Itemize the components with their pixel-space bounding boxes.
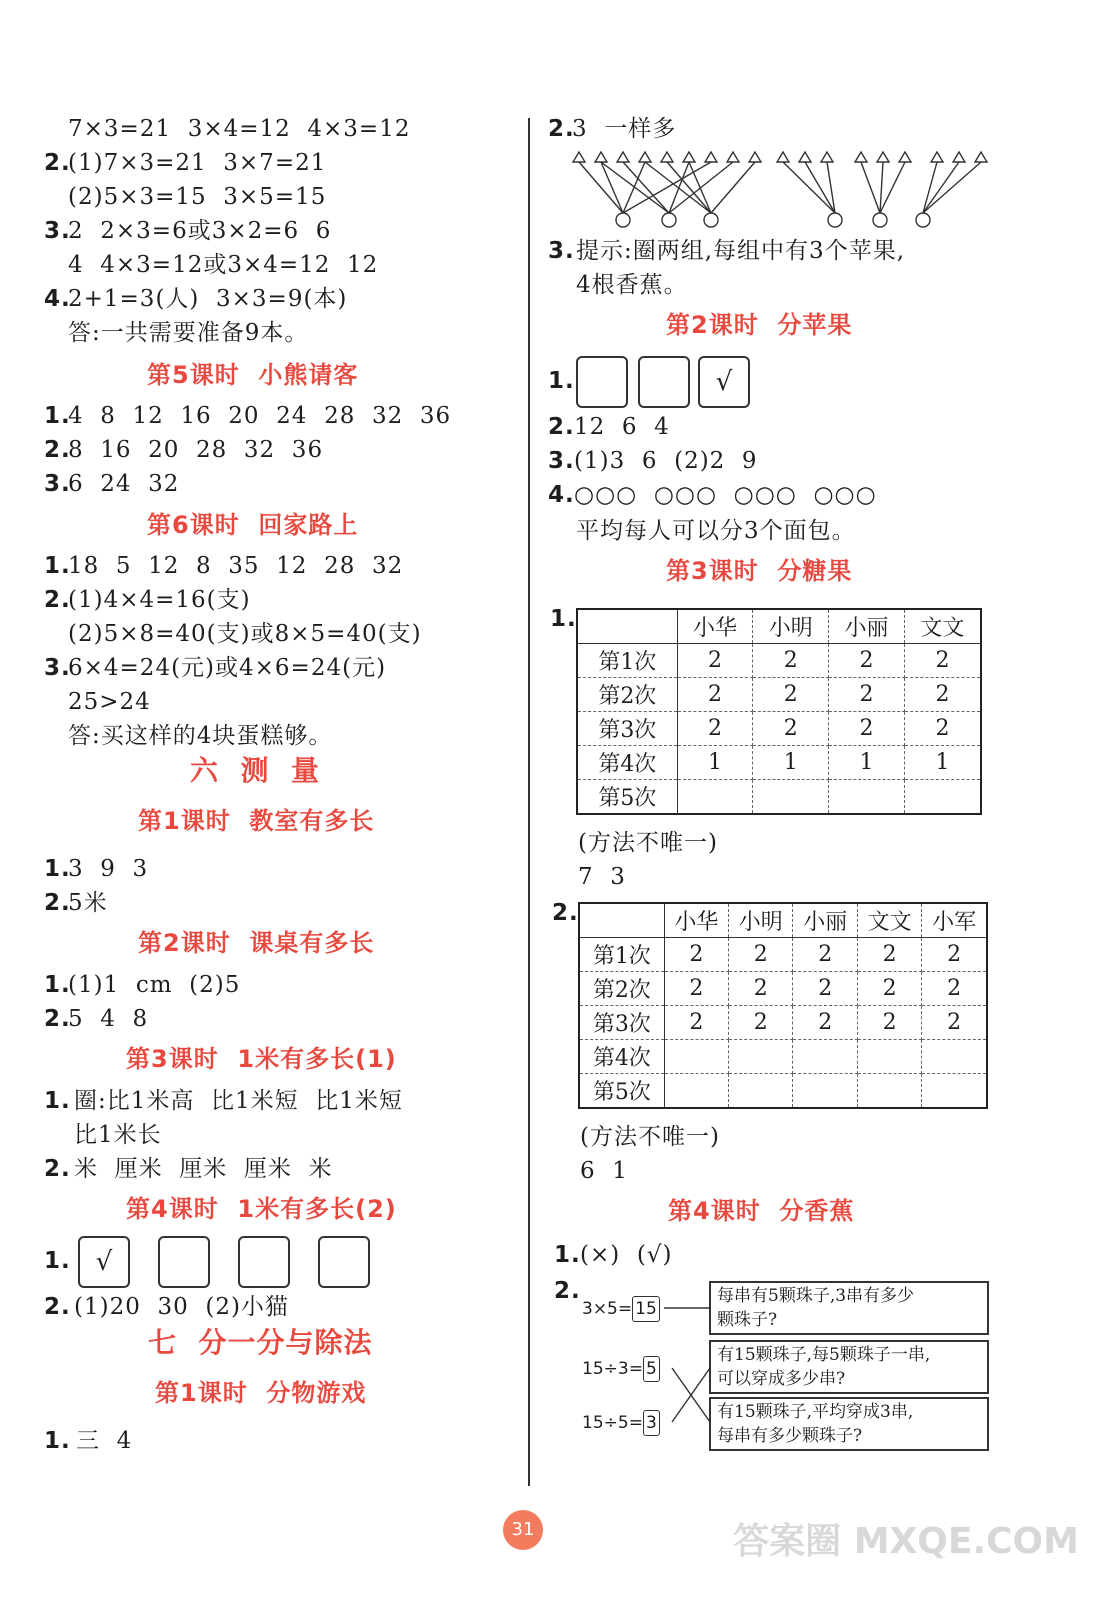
answer-line: 25>24 [68,689,151,715]
question-number: 1. [44,1248,71,1274]
answer-line: 7×3=21 3×4=12 4×3=12 [68,116,411,142]
question-number: 2. [44,1156,71,1182]
question-number: 3. [548,448,575,474]
table-cell: 第2次 [577,678,677,712]
answer-line: 5米 [68,890,108,916]
table-cell: 2 [857,1006,921,1040]
column-divider [528,118,530,1486]
answer-line: 5 4 8 [68,1006,149,1032]
table-cell: 2 [793,938,857,972]
answer-line: (1)7×3=21 3×7=21 [68,150,327,176]
table-cell: 第1次 [579,938,664,972]
equation: 15÷5= 3 [582,1410,660,1436]
answer-line: 4 8 12 16 20 24 28 32 36 [68,403,452,429]
table-cell: 2 [922,972,987,1006]
table-header-cell: 小华 [677,609,753,644]
unit-heading: 七 分一分与除法 [148,1326,373,1359]
equation: 3×5= 15 [582,1296,660,1322]
answer-line: (2)5×3=15 3×5=15 [68,184,327,210]
table-cell: 1 [677,746,753,780]
table-cell: 2 [729,938,793,972]
table-header-cell: 文文 [904,609,981,644]
question-number: 1. [44,553,71,579]
table-cell [729,1074,793,1109]
table-cell: 2 [793,1006,857,1040]
table-cell: 1 [753,746,829,780]
table-cell: 2 [922,938,987,972]
lesson-heading: 第2课时 课桌有多长 [138,929,375,957]
table-header-cell [577,609,677,644]
answer-box [238,1236,290,1288]
table-row [577,746,981,780]
table-cell [829,780,905,815]
answer-line: 圈:比1米高 比1米短 比1米短 [74,1088,403,1114]
answer-box: √ [698,356,750,408]
answer-line: (1)20 30 (2)小猫 [74,1294,289,1320]
table-cell: 2 [729,972,793,1006]
table-cell: 第3次 [579,1006,664,1040]
lesson-heading: 第6课时 回家路上 [147,511,359,539]
question-number: 1. [554,1242,581,1268]
table-row [579,972,987,1006]
answer-line: 3 一样多 [572,116,677,142]
question-number: 2. [44,437,71,463]
question-number: 2. [548,116,575,142]
table-row [579,1074,987,1109]
lesson-heading: 第5课时 小熊请客 [147,361,359,389]
question-number: 1. [44,403,71,429]
lesson-heading: 第2课时 分苹果 [666,311,853,339]
table-cell: 2 [677,644,753,678]
question-number: 1. [550,606,577,632]
table-cell [753,780,829,815]
watermark-logo: 答案圈 MXQE.COM [733,1521,1079,1562]
table-cell: 2 [904,678,981,712]
table-row [577,644,981,678]
table-cell: 2 [677,678,753,712]
equation: 15÷3= 5 [582,1356,660,1382]
answer-line: (2)5×8=40(支)或8×5=40(支) [68,621,422,647]
answer-line: 4根香蕉。 [576,272,688,298]
distribution-table [576,608,982,815]
question-number: 2. [44,587,71,613]
table-row [577,712,981,746]
question-number: 2. [44,1006,71,1032]
table-cell: 2 [664,938,728,972]
lesson-heading: 第3课时 分糖果 [666,557,853,585]
table-cell: 2 [664,1006,728,1040]
bread-circles: ○○○ ○○○ ○○○ ○○○ [574,482,877,508]
table-cell: 2 [753,678,829,712]
lesson-heading: 第4课时 分香蕉 [668,1197,855,1225]
table-cell: 第1次 [577,644,677,678]
answer-line: (1)3 6 (2)2 9 [574,448,758,474]
table-cell: 2 [857,972,921,1006]
table-header-cell: 小明 [729,903,793,938]
table-cell: 2 [904,644,981,678]
table-row [577,678,981,712]
question-number: 1. [44,1088,71,1114]
answer-line: 6 1 [580,1158,628,1184]
table-cell: 第5次 [579,1074,664,1109]
question-number: 2. [552,900,579,926]
table-cell [904,780,981,815]
table-cell: 2 [664,972,728,1006]
matching-diagram [565,146,995,236]
table-cell [857,1040,921,1074]
answer-box [638,356,690,408]
question-number: 2. [548,414,575,440]
table-row [577,780,981,815]
answer-line: 答:买这样的4块蛋糕够。 [68,723,333,749]
question-number: 1. [44,972,71,998]
lesson-heading: 第4课时 1米有多长(2) [126,1195,397,1223]
question-number: 4. [44,286,71,312]
table-cell [793,1074,857,1109]
answer-line: 12 6 4 [574,414,670,440]
table-cell: 2 [857,938,921,972]
table-header-cell: 小明 [753,609,829,644]
table-header-cell: 小军 [922,903,987,938]
answer-box [318,1236,370,1288]
table-cell: 2 [904,712,981,746]
table-cell: 2 [922,1006,987,1040]
connector-lines [660,1290,714,1440]
table-cell: 第2次 [579,972,664,1006]
question-number: 3. [44,655,71,681]
table-cell: 1 [904,746,981,780]
table-cell: 2 [677,712,753,746]
answer-line: 3 9 3 [68,856,149,882]
table-cell: 第5次 [577,780,677,815]
answer-box [576,356,628,408]
table-cell [793,1040,857,1074]
answer-line: 平均每人可以分3个面包。 [576,518,856,544]
page-number: 31 [503,1510,543,1550]
table-cell: 2 [729,1006,793,1040]
table-cell [922,1074,987,1109]
table-cell: 2 [829,678,905,712]
table-cell [729,1040,793,1074]
answer-line: 2+1=3(人) 3×3=9(本) [68,286,348,312]
table-row [579,938,987,972]
table-cell: 1 [829,746,905,780]
answer-line: 米 厘米 厘米 厘米 米 [74,1156,333,1182]
table-row [579,1040,987,1074]
answer-line: 4 4×3=12或3×4=12 12 [68,252,379,278]
lesson-heading: 第1课时 分物游戏 [155,1379,367,1407]
note: (方法不唯一) [580,1124,720,1150]
table-cell [922,1040,987,1074]
question-number: 2. [44,890,71,916]
answer-box: √ [78,1236,130,1288]
table-cell: 2 [829,712,905,746]
note: (方法不唯一) [578,830,718,856]
question-number: 4. [548,482,575,508]
question-number: 3. [44,471,71,497]
answer-line: 答:一共需要准备9本。 [68,320,309,346]
question-number: 1. [44,856,71,882]
word-problem-box: 有15颗珠子,每5颗珠子一串, 可以穿成多少串? [709,1340,989,1394]
question-number: 3. [44,218,71,244]
triangle-icon [573,152,987,162]
answer-line: 三 4 [76,1428,133,1454]
table-cell [857,1074,921,1109]
distribution-table [578,902,988,1109]
table-cell: 2 [753,712,829,746]
table-cell: 2 [829,644,905,678]
table-cell: 2 [753,644,829,678]
table-header-cell: 文文 [857,903,921,938]
question-number: 2. [554,1278,581,1304]
answer-line: (×) (√) [580,1242,673,1268]
table-cell: 第4次 [579,1040,664,1074]
question-number: 1. [548,368,575,394]
table-row [579,1006,987,1040]
table-cell: 2 [793,972,857,1006]
answer-line: 比1米长 [74,1122,162,1148]
answer-line: (1)1 cm (2)5 [68,972,241,998]
table-cell [677,780,753,815]
word-problem-box: 每串有5颗珠子,3串有多少 颗珠子? [709,1281,989,1335]
question-number: 2. [44,150,71,176]
answer-line: 7 3 [578,864,626,890]
answer-line: 6×4=24(元)或4×6=24(元) [68,655,387,681]
table-header-cell: 小丽 [829,609,905,644]
answer-box [158,1236,210,1288]
table-header-cell [579,903,664,938]
table-cell [664,1040,728,1074]
lesson-heading: 第3课时 1米有多长(1) [126,1045,397,1073]
lesson-heading: 第1课时 教室有多长 [138,807,375,835]
question-number: 3. [548,238,575,264]
question-number: 1. [44,1428,71,1454]
unit-heading: 六 测 量 [190,754,320,787]
word-problem-box: 有15颗珠子,平均穿成3串, 每串有多少颗珠子? [709,1397,989,1451]
answer-line: (1)4×4=16(支) [68,587,251,613]
answer-line: 提示:圈两组,每组中有3个苹果, [576,238,906,264]
table-cell [664,1074,728,1109]
table-header-cell: 小华 [664,903,728,938]
answer-line: 6 24 32 [68,471,180,497]
table-cell: 第3次 [577,712,677,746]
table-header-cell: 小丽 [793,903,857,938]
answer-line: 8 16 20 28 32 36 [68,437,324,463]
table-cell: 第4次 [577,746,677,780]
answer-line: 2 2×3=6或3×2=6 6 [68,218,332,244]
question-number: 2. [44,1294,71,1320]
answer-line: 18 5 12 8 35 12 28 32 [68,553,404,579]
table-row [577,609,981,644]
table-row [579,903,987,938]
